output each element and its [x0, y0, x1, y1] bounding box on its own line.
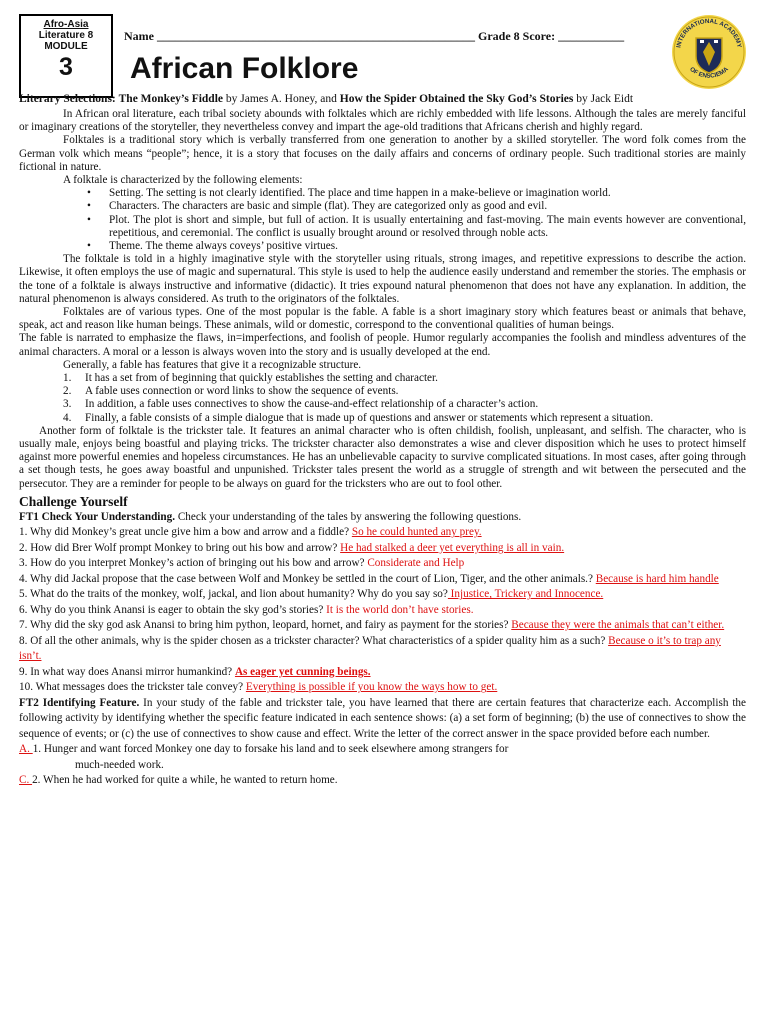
trickster-paragraph: Another form of folktale is the trickster tale. It features an animal character who is often childish, foolish, unpleasant, and selfish. The character, who is usually male, enjoys being boastful and playing tricks. The trickster character also demonstrates a wise and clever disposition which he uses to protect himself against more powerful enemies and hopeless circumstances. He has an unbelievable capacity to survive complicated situations. In most cases, after going through a set though tests, he goes away boastful and unpunished. Trickster tales present the world as a struggle of strength and wit between the persecuted and the persecutor. They are a reminder for people to be always on guard for the tricksters who are out to fool other.	[19, 424, 746, 490]
body-paragraph: The fable is narrated to emphasize the flaws, in=imperfections, and foolish of people. Humor regularly accompanies the foolish and mindless adventures of the animal characters. A moral or a lesson is always woven into the story and is usually developed at the end.	[19, 332, 746, 358]
list-item: 4. Finally, a fable consists of a simple dialogue that is made up of questions and answer or statements which represent a situation.	[63, 411, 654, 424]
answer-text: Because they were the animals that can’t either.	[511, 619, 725, 632]
name-grade-score-line: Name _____________________________________________________ Grade 8 Score: ___________	[124, 29, 625, 43]
ft2-instructions: FT2 Identifying Feature. In your study of the fable and trickster tale, you have learned that there are certain features that characterize each. Accomplish the following activity by identifying whether the specific feature indicated in each sentence shows: (a) a set form of beginning; (b) the use of connectives to show the sequence of events; or (c) the use of connectives to show cause and effect. Write the letter of the correct answer in the space provided before each number.	[19, 696, 746, 740]
logo-text-top: INTERNATIONAL ACADEMY	[675, 17, 743, 49]
list-item: • Characters. The characters are basic and simple (flat). They are categorized only as good and evil.	[109, 200, 746, 213]
module-label: MODULE	[44, 41, 88, 52]
list-item: 1. It has a set from of beginning that quickly establishes the setting and character.	[63, 372, 438, 385]
intro-paragraph: A folktale is characterized by the following elements:	[63, 174, 303, 187]
ft1-instructions: FT1 Check Your Understanding. Check your understanding of the tales by answering the following questions.	[19, 510, 522, 523]
question-item: 7. Why did the sky god ask Anansi to bring him python, leopard, hornet, and fairy as payment for the stories? Because they were the animals that can’t either.	[19, 619, 725, 632]
lesson-body	[19, 108, 746, 789]
answer-text: Injustice, Trickery and Innocence.	[447, 588, 604, 601]
answer-text: As eager yet cunning beings.	[234, 665, 371, 678]
challenge-heading: Challenge Yourself	[19, 493, 128, 509]
intro-paragraph: Folktales is a traditional story which is verbally transferred from one generation to another by a skilled storyteller. The word folk comes from the German volk which means “people”; hence, it is a story that focuses on the daily affairs and concerns of ordinary people. Such traditional stories are mainly fictional in nature.	[19, 134, 746, 173]
question-item: 1. Why did Monkey’s great uncle give him a bow and arrow and a fiddle? So he could hunted any prey.	[19, 526, 482, 539]
list-item: 2. A fable uses connection or word links to show the sequence of events.	[63, 385, 399, 398]
answer-text: Considerate and Help	[367, 557, 465, 570]
selection-title-2: How the Spider Obtained the Sky God’s Stories	[339, 93, 574, 105]
logo-text-bottom: OF ENSCIEMA	[688, 65, 730, 80]
list-item: • Plot. The plot is short and simple, but full of action. It is usually entertaining and fast-moving. The main events however are conventional, repetitious, and ceremonial. The conflict is usually brought around or resolved through noble acts.	[109, 214, 746, 240]
list-item: 3. In addition, a fable uses connectives to show the cause-and-effect relationship of a character’s action.	[63, 398, 539, 411]
module-number: 3	[59, 53, 73, 81]
body-paragraph: Generally, a fable has features that give it a recognizable structure.	[63, 358, 362, 371]
question-item: 8. Of all the other animals, why is the spider chosen as a trickster character? What characteristics of a spider quality him as a such? Because o it’s to trap any isn’t.	[19, 634, 721, 663]
fable-structure-list	[19, 372, 746, 425]
question-item: 10. What messages does the trickster tale convey? Everything is possible if you know the ways how to get.	[19, 681, 498, 694]
question-item: 3. How do you interpret Monkey’s action of bringing out his bow and arrow? Considerate and Help	[19, 557, 465, 570]
list-item: • Theme. The theme always coveys’ positive virtues.	[109, 240, 746, 253]
question-item: 6. Why do you think Anansi is eager to obtain the sky god’s stories? It is the world don’t have stories.	[19, 603, 474, 616]
answer-text: Because o it’s to trap any isn’t.	[19, 634, 721, 663]
feature-item-continued: much-needed work.	[75, 758, 164, 771]
page-title: African Folklore	[130, 52, 359, 85]
school-seal-icon	[671, 14, 747, 90]
question-item: 9. In what way does Anansi mirror humankind? As eager yet cunning beings.	[19, 665, 371, 678]
course-sublabel: Literature 8	[38, 30, 94, 41]
answer-text: Everything is possible if you know the ways how to get.	[245, 681, 498, 694]
intro-paragraph: In African oral literature, each tribal society abounds with folktales which are richly embedded with life lessons. Although the tales are merely fanciful or imaginary creations of the storyteller, they nevertheless convey and impart the age-old traditions that Africans cherish and highly regard.	[19, 108, 746, 134]
answer-text: He had stalked a deer yet everything is all in vain.	[340, 541, 565, 554]
module-box	[19, 14, 113, 98]
course-label: Afro-Asia	[43, 19, 89, 30]
question-item: 4. Why did Jackal propose that the case between Wolf and Monkey be settled in the court of Lion, Tiger, and the other animals.? Because is hard him handle	[19, 572, 719, 585]
feature-item: A. 1. Hunger and want forced Monkey one day to forsake his land and to seek elsewhere among strangers for	[19, 743, 509, 756]
body-paragraph: The folktale is told in a highly imaginative style with the storyteller using rituals, strong images, and repetitive expressions to describe the action. Likewise, it often employs the use of magic and supernatural. This style is used to help the audience easily understand and remember the stories. The emphasis or the tone of a folktale is always instructive and informative (didactic). It tries expound natural phenomenon that does not have any explanation. In addition, the natural phenomenon is always considered. As truth to the originators of the folktales.	[19, 253, 746, 305]
answer-text: So he could hunted any prey.	[351, 526, 482, 539]
selection-title-1: The Monkey’s Fiddle	[118, 93, 223, 105]
body-paragraph: Folktales are of various types. One of the most popular is the fable. A fable is a short imaginary story which features beast or animals that behave, speak, act and reason like human beings. These animals, wild or domestic, correspond to the conventional qualities of human beings.	[19, 306, 746, 332]
item-answer: C.	[19, 774, 33, 787]
feature-item: C. 2. When he had worked for quite a while, he wanted to return home.	[19, 774, 338, 787]
answer-text: Because is hard him handle	[595, 572, 719, 585]
item-answer: A.	[19, 743, 33, 756]
literary-selections: Literary Selections: The Monkey’s Fiddle by James A. Honey, and How the Spider Obtained the Sky God’s Stories by Jack Eidt	[19, 93, 634, 105]
answer-text: It is the world don’t have stories.	[326, 603, 474, 616]
list-item: • Setting. The setting is not clearly identified. The place and time happen in a make-believe or imagination world.	[109, 187, 746, 200]
question-item: 2. How did Brer Wolf prompt Monkey to bring out his bow and arrow? He had stalked a deer yet everything is all in vain.	[19, 541, 565, 554]
folktale-elements-list	[19, 187, 746, 253]
question-item: 5. What do the traits of the monkey, wolf, jackal, and lion about humanity? Why do you say so? Injustice, Trickery and Innocence.	[19, 588, 604, 601]
